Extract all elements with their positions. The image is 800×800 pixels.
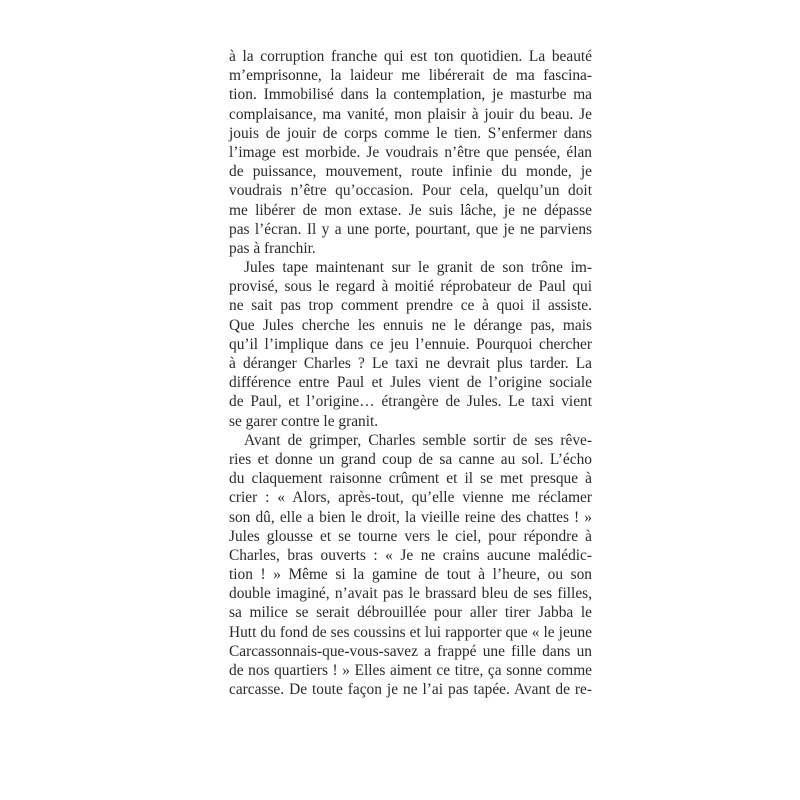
text-line: Que Jules cherche les ennuis ne le dérange pas, mais [229, 316, 592, 334]
text-line: ries et donne un grand coup de sa canne au sol. L’écho [229, 450, 592, 468]
text-line: Carcassonnais-que-vous-savez a frappé une fille dans un [229, 642, 592, 660]
text-line: carcasse. De toute façon je ne l’ai pas tapée. Avant de re- [229, 681, 592, 699]
body-text [229, 47, 592, 699]
text-line: voudrais n’être qu’occasion. Pour cela, quelqu’un doit [229, 182, 592, 200]
text-line: Avant de grimper, Charles semble sortir de ses rêve- [244, 431, 592, 449]
text-line: à déranger Charles ? Le taxi ne devrait plus tarder. La [229, 355, 592, 372]
text-line: crier : « Alors, après-tout, qu’elle vienne me réclamer [229, 489, 592, 507]
text-line: pas à franchir. [229, 239, 316, 257]
text-line: jouis de jouir de corps comme le tien. S’enfermer dans [229, 124, 592, 142]
text-line: tion ! » Même si la gamine de tout à l’heure, ou son [229, 566, 592, 584]
text-line: Hutt du fond de ses coussins et lui rapporter que « le jeune [229, 623, 592, 641]
text-line: tion. Immobilisé dans la contemplation, je masturbe ma [229, 86, 592, 104]
text-line: provisé, sous le regard à moitié réprobateur de Paul qui [229, 278, 592, 296]
text-line: Jules glousse et se tourne vers le ciel, pour répondre à [229, 527, 592, 545]
text-line: de nos quartiers ! » Elles aiment ce titre, ça sonne comme [229, 662, 592, 679]
text-line: Jules tape maintenant sur le granit de son trône im- [244, 259, 592, 277]
text-line: du claquement raisonne crûment et il se met presque à [229, 470, 592, 488]
text-line: pas l’écran. Il y a une porte, pourtant, que je ne parviens [229, 220, 592, 238]
text-line: complaisance, ma vanité, mon plaisir à jouir du beau. Je [229, 105, 592, 123]
text-line: double imaginé, n’avait pas le brassard bleu de ses filles, [229, 585, 592, 603]
text-line: de Paul, et l’origine… étrangère de Jules. Le taxi vient [229, 393, 592, 411]
text-line: l’image est morbide. Je voudrais n’être que pensée, élan [229, 143, 592, 161]
text-line: se garer contre le granit. [229, 412, 379, 430]
text-line: à la corruption franche qui est ton quotidien. La beauté [229, 48, 592, 65]
text-line: ne sait pas trop comment prendre ce à quoi il assiste. [229, 297, 592, 315]
text-line: m’emprisonne, la laideur me libérerait de ma fascina- [229, 67, 592, 85]
text-line: de puissance, mouvement, route infinie du monde, je [229, 163, 592, 181]
text-line: son dû, elle a bien le droit, la vieille reine des chattes ! » [229, 508, 592, 526]
text-line: sa milice se serait débrouillée pour aller tirer Jabba le [229, 604, 592, 622]
text-line: me libérer de mon extase. Je suis lâche, je ne dépasse [229, 201, 592, 219]
text-line: Charles, bras ouverts : « Je ne crains aucune malédic- [229, 546, 592, 564]
text-line: différence entre Paul et Jules vient de l’origine sociale [229, 374, 592, 392]
text-line: qu’il l’implique dans ce jeu l’ennuie. Pourquoi chercher [229, 335, 592, 353]
